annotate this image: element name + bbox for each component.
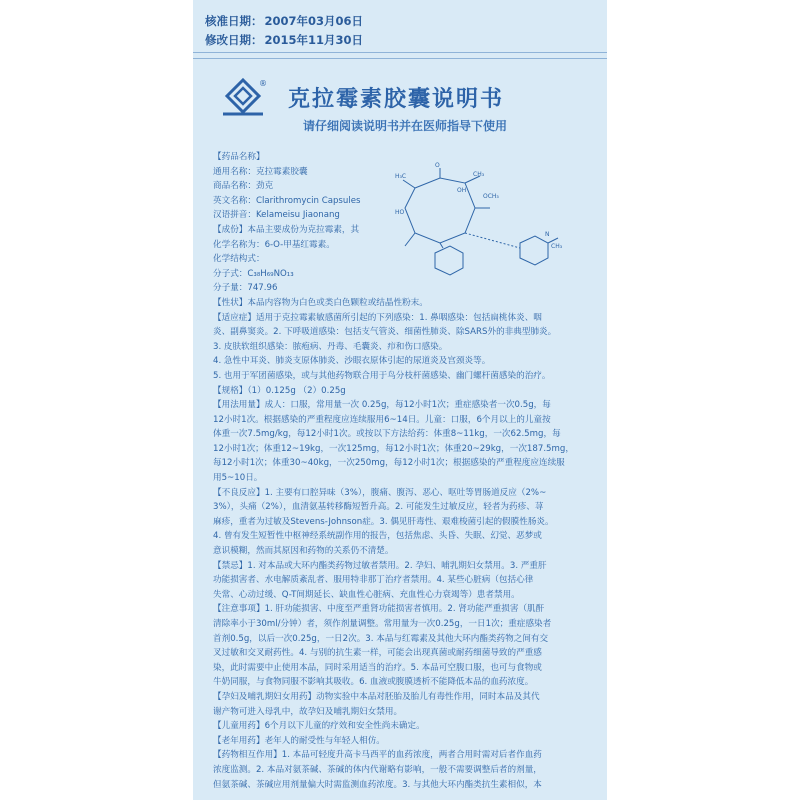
leaflet-line: 商品名称：劲克 xyxy=(213,181,274,192)
leaflet-line: 但氨茶碱、茶碱应用剂量偏大时需监测血药浓度。3. 与其他大环内酯类抗生素相似，本 xyxy=(213,779,542,790)
divider-top xyxy=(193,52,607,53)
leaflet-line: 【孕妇及哺乳期妇女用药】动物实验中本品对胚胎及胎儿有毒性作用，同时本品及其代 xyxy=(213,691,540,702)
svg-text:N: N xyxy=(545,231,550,238)
leaflet-line: 化学结构式： xyxy=(213,254,265,265)
leaflet-line: 【用法用量】成人：口服，常用量一次 0.25g，每12小时1次；重症感染者一次0.5g，每 xyxy=(213,400,551,411)
leaflet-line: 【不良反应】1. 主要有口腔异味（3%），腹痛、腹泻、恶心、呕吐等胃肠道反应（2%~ xyxy=(213,487,547,498)
leaflet-line: 【规格】（1）0.125g （2）0.25g xyxy=(213,385,346,396)
leaflet-line: 12小时1次。根据感染的严重程度应连续服用6~14日。儿童：口服，6个月以上的儿童按 xyxy=(213,414,551,425)
leaflet-line: 分子式：C₃₈H₆₉NO₁₃ xyxy=(213,268,294,279)
leaflet-line: 功能损害者、水电解质紊乱者、服用特非那丁治疗者禁用。4. 某些心脏病（包括心律 xyxy=(213,575,534,586)
leaflet-line: 3%），头痛（2%），血清氨基转移酶短暂升高。2. 可能发生过敏反应，轻者为药疹、荨 xyxy=(213,502,544,513)
leaflet-line: 炎、副鼻窦炎。2. 下呼吸道感染：包括支气管炎、细菌性肺炎、除SARS外的非典型肺炎。 xyxy=(213,327,557,338)
leaflet-line: 【性状】本品内容物为白色或类白色颗粒或结晶性粉末。 xyxy=(213,297,428,308)
leaflet-line: 4. 急性中耳炎、肺炎支原体肺炎、沙眼衣原体引起的尿道炎及宫颈炎等。 xyxy=(213,356,491,367)
leaflet-line: 每12小时1次；体重30~40kg，一次250mg，每12小时1次；根据感染的严重程度应连续服 xyxy=(213,458,565,469)
registered-mark: ® xyxy=(259,79,267,88)
leaflet-line: 体重一次7.5mg/kg，每12小时1次。或按以下方法给药：体重8~11kg，一次62.5mg，每 xyxy=(213,429,561,440)
approve-date: 2007年03月06日 xyxy=(264,14,364,28)
svg-text:CH₃: CH₃ xyxy=(473,171,485,178)
leaflet-line: 首剂0.5g，以后一次0.25g，一日2次。3. 本品与红霉素及其他大环内酯类药物之间有交 xyxy=(213,633,549,644)
leaflet-line: 【儿童用药】6个月以下儿童的疗效和安全性尚未确定。 xyxy=(213,721,425,732)
leaflet-line: 【药物相互作用】1. 本品可轻度升高卡马西平的血药浓度，两者合用时需对后者作血药 xyxy=(213,750,542,761)
svg-text:OH: OH xyxy=(457,187,467,194)
leaflet-line: 【注意事项】1. 肝功能损害、中度至严重肾功能损害者慎用。2. 肾功能严重损害（肌酐 xyxy=(213,604,545,615)
svg-text:H₃C: H₃C xyxy=(395,173,407,180)
leaflet-line: 意识模糊，然而其原因和药物的关系仍不清楚。 xyxy=(213,546,394,557)
leaflet-line: 浓度监测。2. 本品对氨茶碱、茶碱的体内代谢略有影响，一般不需要调整后者的剂量， xyxy=(213,764,542,775)
leaflet-line: 12小时1次；体重12~19kg，一次125mg，每12小时1次；体重20~29kg，一次187.5mg， xyxy=(213,443,574,454)
leaflet-line: 失常、心动过缓、Q-T间期延长、缺血性心脏病、充血性心力衰竭等）患者禁用。 xyxy=(213,589,520,600)
leaflet-line: 【老年用药】老年人的耐受性与年轻人相仿。 xyxy=(213,735,385,746)
leaflet-line: 麻疹，重者为过敏及Stevens-Johnson症。3. 偶见肝毒性、艰难梭菌引起的假膜性肠炎。 xyxy=(213,516,554,527)
date-block xyxy=(205,12,363,50)
leaflet-sheet xyxy=(193,0,607,800)
svg-text:O: O xyxy=(435,162,440,169)
company-logo-icon xyxy=(223,76,269,120)
leaflet-line: 染，此时需要中止使用本品，同时采用适当的治疗。5. 本品可空腹口服，也可与食物或 xyxy=(213,662,542,673)
leaflet-line: 3. 皮肤软组织感染：脓疱病、丹毒、毛囊炎、疖和伤口感染。 xyxy=(213,341,448,352)
leaflet-line: 英文名称：Clarithromycin Capsules xyxy=(213,195,361,206)
document-subtitle: 请仔细阅读说明书并在医师指导下使用 xyxy=(303,119,508,133)
modify-date-row xyxy=(205,31,363,50)
leaflet-line: 化学名称为：6-O-甲基红霉素。 xyxy=(213,239,335,250)
modify-label: 修改日期： xyxy=(205,33,263,47)
leaflet-line: 5. 也用于军团菌感染，或与其他药物联合用于鸟分枝杆菌感染、幽门螺杆菌感染的治疗。 xyxy=(213,370,551,381)
leaflet-line: 【禁忌】1. 对本品或大环内酯类药物过敏者禁用。2. 孕妇、哺乳期妇女禁用。3. 严重肝 xyxy=(213,560,547,571)
leaflet-line: 谢产物可进入母乳中，故孕妇及哺乳期妇女禁用。 xyxy=(213,706,403,717)
leaflet-body xyxy=(213,150,593,792)
approve-label: 核准日期： xyxy=(205,14,263,28)
divider-top-2 xyxy=(193,58,607,59)
svg-text:OCH₃: OCH₃ xyxy=(483,193,499,200)
leaflet-line: 【成份】本品主要成份为克拉霉素，其 xyxy=(213,224,360,235)
leaflet-line: 【药品名称】 xyxy=(213,152,265,162)
leaflet-line: 牛奶同服，与食物同服不影响其吸收。6. 血液或腹膜透析不能降低本品的血药浓度。 xyxy=(213,677,534,688)
leaflet-line: 【适应症】适用于克拉霉素敏感菌所引起的下列感染：1. 鼻咽感染：包括扁桃体炎、咽 xyxy=(213,312,542,323)
leaflet-line: 叉过敏和交叉耐药性。4. 与别的抗生素一样，可能会出现真菌或耐药细菌导致的严重感 xyxy=(213,648,542,659)
svg-text:HO: HO xyxy=(395,209,405,216)
leaflet-line: 分子量：747.96 xyxy=(213,283,278,294)
leaflet-line: 通用名称：克拉霉素胶囊 xyxy=(213,166,308,177)
approve-date-row xyxy=(205,12,363,31)
modify-date: 2015年11月30日 xyxy=(264,33,364,47)
leaflet-line: 用5~10日。 xyxy=(213,473,263,484)
leaflet-line: 4. 曾有发生短暂性中枢神经系统副作用的报告，包括焦虑、头昏、失眠、幻觉、恶梦或 xyxy=(213,531,542,542)
leaflet-line: 清除率小于30ml/分钟）者，须作剂量调整。常用量为一次0.25g，一日1次；重症感染者 xyxy=(213,619,552,629)
document-title: 克拉霉素胶囊说明书 xyxy=(288,87,505,112)
leaflet-line: 汉语拼音：Kelameisu Jiaonang xyxy=(213,210,340,221)
svg-text:CH₃: CH₃ xyxy=(551,243,563,250)
